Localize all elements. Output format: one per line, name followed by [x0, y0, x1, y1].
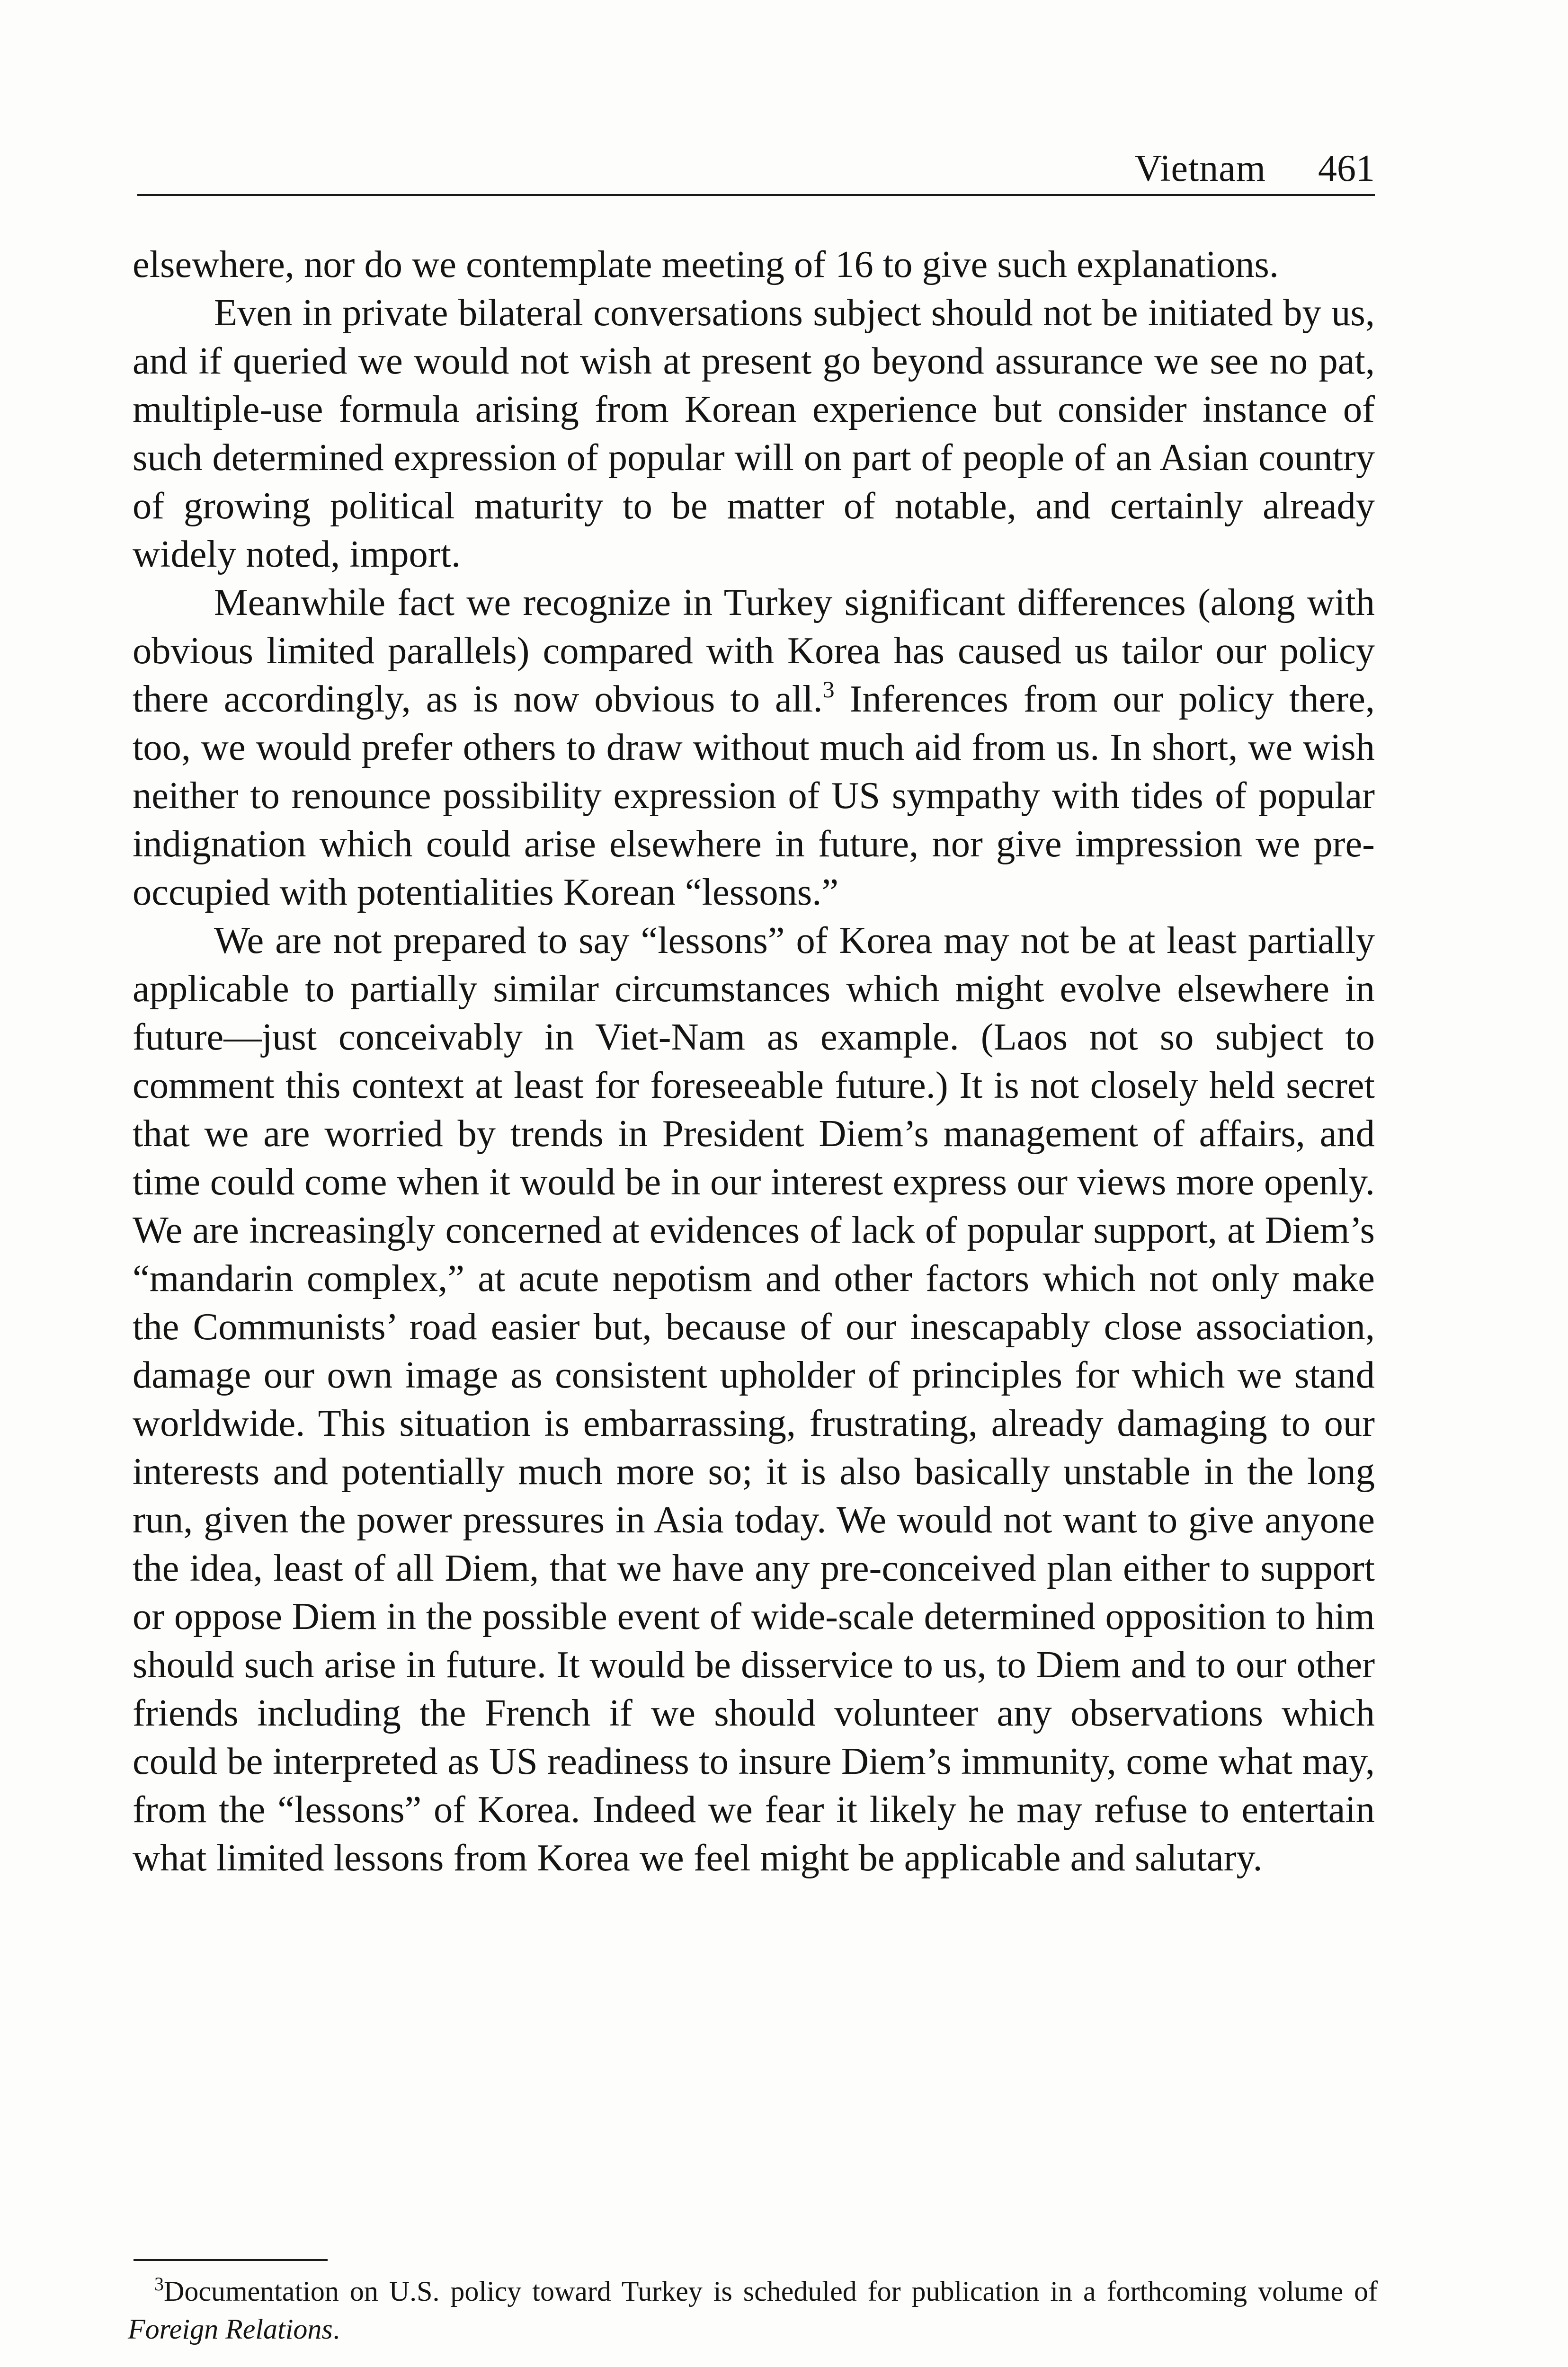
footnote — [128, 2272, 1378, 2348]
footnote-rule — [134, 2259, 328, 2261]
paragraph-3-text-end: Inferences from our policy there, too, we would prefer others to draw without much aid from us. In short, we wish neither to renounce possibility expression of US sympathy with tides of popular indignation which could arise elsewhere in future, nor give impression we pre-occupied with potentialities Korean “lessons.” — [133, 678, 1375, 913]
paragraph-3 — [133, 578, 1375, 917]
paragraph-4: We are not prepared to say “lessons” of Korea may not be at least partially applicable to partially similar circumstances which might evolve elsewhere in future—just conceivably in Viet-Nam as example. (Laos not so subject to comment this context at least for foreseeable future.) It is not closely held secret that we are worried by trends in President Diem’s management of affairs, and time could come when it would be in our interest express our views more openly. We are increasingly concerned at evidences of lack of popular support, at Diem’s “mandarin complex,” at acute nepotism and other factors which not only make the Communists’ road easier but, because of our inescapably close association, damage our own image as consistent upholder of principles for which we stand worldwide. This situation is embarrassing, frustrating, already damaging to our interests and potentially much more so; it is also basically unstable in the long run, given the power pressures in Asia today. We would not want to give anyone the idea, least of all Diem, that we have any pre-conceived plan either to support or oppose Diem in the possible event of wide-scale determined opposition to him should such arise in future. It would be disservice to us, to Diem and to our other friends including the French if we should volunteer any observations which could be interpreted as US readiness to insure Diem’s immunity, come what may, from the “lessons” of Korea. Indeed we fear it likely he may refuse to entertain what limited lessons from Korea we feel might be applicable and salutary. — [133, 919, 1375, 1879]
footnote-text: Documentation on U.S. policy toward Turkey is scheduled for publication in a forthcoming volume of — [164, 2276, 1378, 2307]
paragraph-1: elsewhere, nor do we contemplate meeting of 16 to give such explanations. — [133, 243, 1279, 285]
running-title: Vietnam — [1134, 148, 1266, 189]
page-number: 461 — [1318, 148, 1375, 189]
footnote-italic-title: Foreign Relations — [128, 2314, 333, 2345]
paragraph-2: Even in private bilateral conversations subject should not be initiated by us, and if queried we would not wish at present go beyond assurance we see no pat, multiple-use formula arising from Korean experience but consider instance of such determined expression of popular will on part of people of an Asian country of growing political maturity to be matter of notable, and certainly already widely noted, import. — [133, 292, 1375, 575]
paragraph-3-text-start: Meanwhile fact we recognize in Turkey significant differences (along with obvious limited parallels) compared with Korea has caused us tailor our policy there accordingly, as is now obvious to all. — [133, 581, 1375, 720]
footnote-end: . — [332, 2314, 340, 2345]
footnote-reference-3: 3 — [822, 676, 835, 703]
body-text — [133, 240, 1375, 1882]
running-header — [137, 142, 1375, 196]
footnote-3 — [128, 2272, 1378, 2348]
footnote-mark: 3 — [154, 2273, 164, 2295]
